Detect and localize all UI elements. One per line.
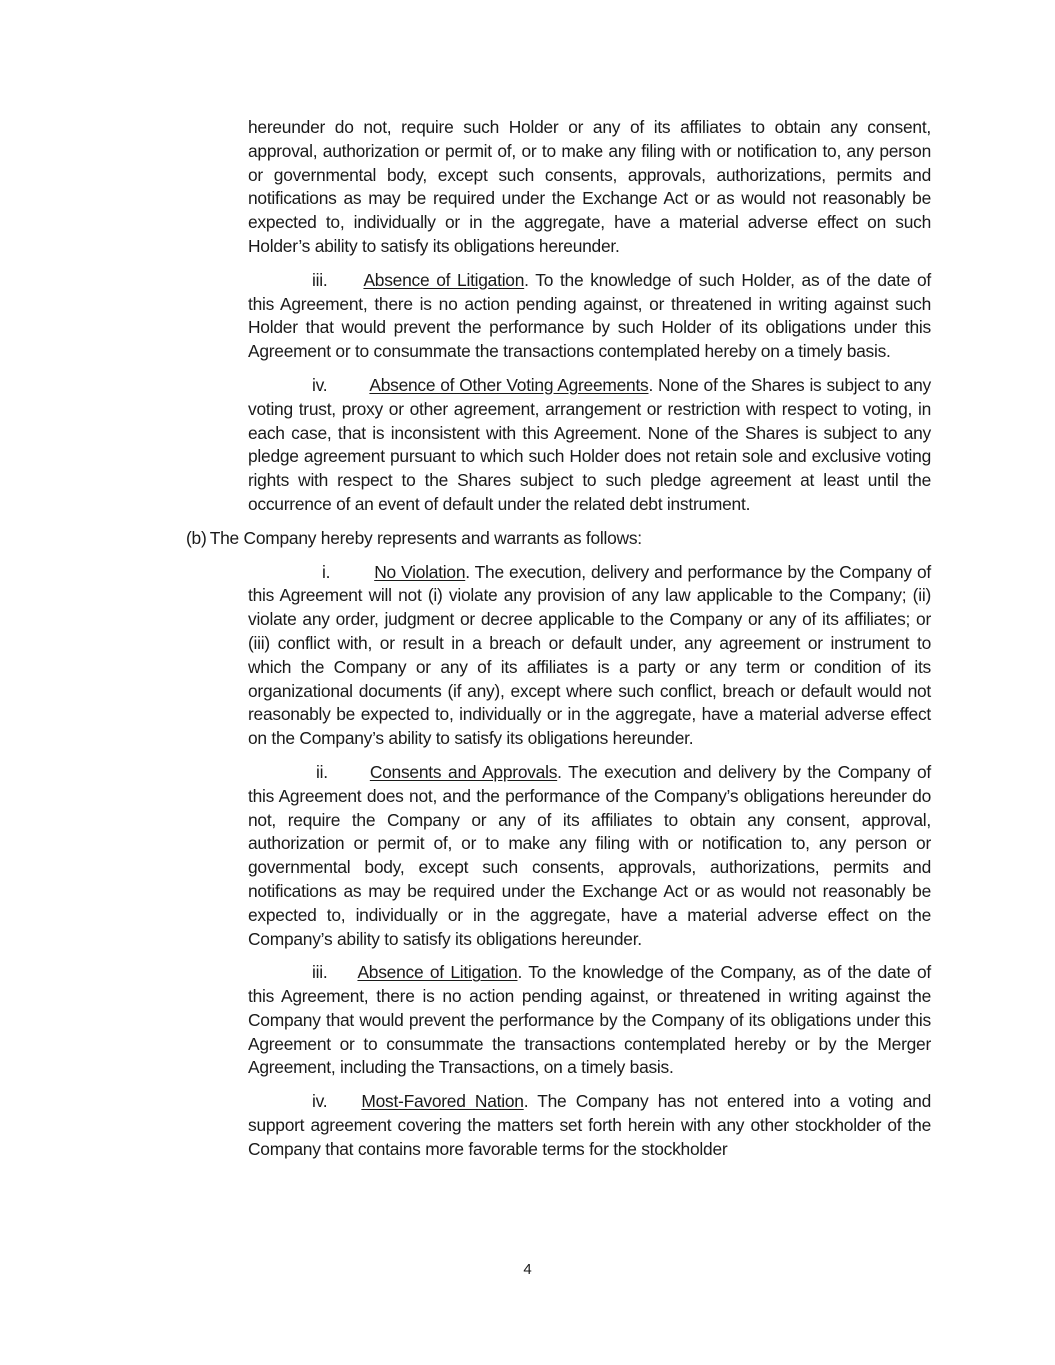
company-item-absence-of-litigation [248, 961, 931, 1080]
item-number: iv. [312, 1091, 328, 1112]
document-body [186, 116, 932, 1172]
item-heading: Absence of Litigation [357, 962, 518, 983]
company-item-no-violation [248, 561, 931, 751]
company-item-consents-and-approvals [248, 761, 931, 951]
continued-paragraph: hereunder do not, require such Holder or any of its affiliates to obtain any consent, approval, authorization or permit of, or to make any filing with or notification to, any person or governmental body, except such consents, approvals, authorizations, permits and notifications as may be required under the Exchange Act or as would not reasonably be expected to, individually or in the aggregate, have a material adverse effect on such Holder’s ability to satisfy its obligations hereunder. [248, 117, 931, 256]
company-item-most-favored-nation [248, 1090, 931, 1161]
item-body: . The execution, delivery and performance by the Company of this Agreement will not (i) violate any provision of any law applicable to the Company; (ii) violate any order, judgment or decree applicable to the Company or any of its affiliates; or (iii) conflict with, or result in a breach or default under, any agreement or instrument to which the Company or any of its affiliates is a party or any term or condition of its organizational documents (if any), except where such conflict, breach or default would not reasonably be expected to, individually or in the aggregate, have a material adverse effect on the Company’s ability to satisfy its obligations hereunder. [248, 561, 931, 749]
item-body: . To the knowledge of such Holder, as of the date of this Agreement, there is no action pending against, or threatened in writing against such Holder that would prevent the performance by such Holder of its obligations under this Agreement or to consummate the transactions contemplated hereby on a timely basis. [248, 269, 931, 362]
item-number: ii. [316, 761, 328, 782]
item-body: . The Company has not entered into a voting and support agreement covering the matters set forth herein with any other stockholder of the Company that contains more favorable terms for the stockholder [248, 1091, 931, 1159]
item-body: . None of the Shares is subject to any voting trust, proxy or other agreement, arrangement or restriction with respect to voting, in each case, that is inconsistent with this Agreement. None of the Shares is subject to any pledge agreement pursuant to which such Holder does not retain sole and exclusive voting rights with respect to the Shares subject to such pledge agreement at least until the occurrence of an event of default under the related debt instrument. [248, 374, 932, 514]
item-number: iii. [312, 962, 328, 983]
holder-item-absence-of-litigation [248, 269, 931, 364]
item-heading: Most-Favored Nation [361, 1091, 524, 1112]
item-number: iv. [312, 374, 328, 395]
item-body: . To the knowledge of the Company, as of the date of this Agreement, there is no action pending against, or threatened in writing against the Company that would prevent the performance by the Company of its obligations under this Agreement or to consummate the transactions contemplated hereby or by the Merger Agreement, including the Transactions, on a timely basis. [248, 962, 931, 1078]
page-number: 4 [523, 1261, 532, 1278]
item-body: . The execution and delivery by the Company of this Agreement does not, and the performance of the Company’s obligations hereunder do not, require the Company or any of its affiliates to obtain any consent, approval, authorization or permit of, or to make any filing with or notification to, any person or governmental body, except such consents, approvals, authorizations, permits and notifications as may be required under the Exchange Act or as would not reasonably be expected to, individually or in the aggregate, have a material adverse effect on the Company’s ability to satisfy its obligations hereunder. [248, 761, 931, 949]
item-number: iii. [312, 269, 328, 290]
item-heading: Absence of Other Voting Agreements [369, 374, 649, 395]
item-heading: Absence of Litigation [363, 269, 525, 290]
item-number: i. [322, 561, 331, 582]
item-heading: Consents and Approvals [369, 761, 558, 782]
holder-item-absence-of-other-voting-agreements [248, 374, 931, 517]
item-heading: No Violation [374, 561, 466, 582]
section-b-heading: (b) The Company hereby represents and warrants as follows: [186, 527, 642, 548]
